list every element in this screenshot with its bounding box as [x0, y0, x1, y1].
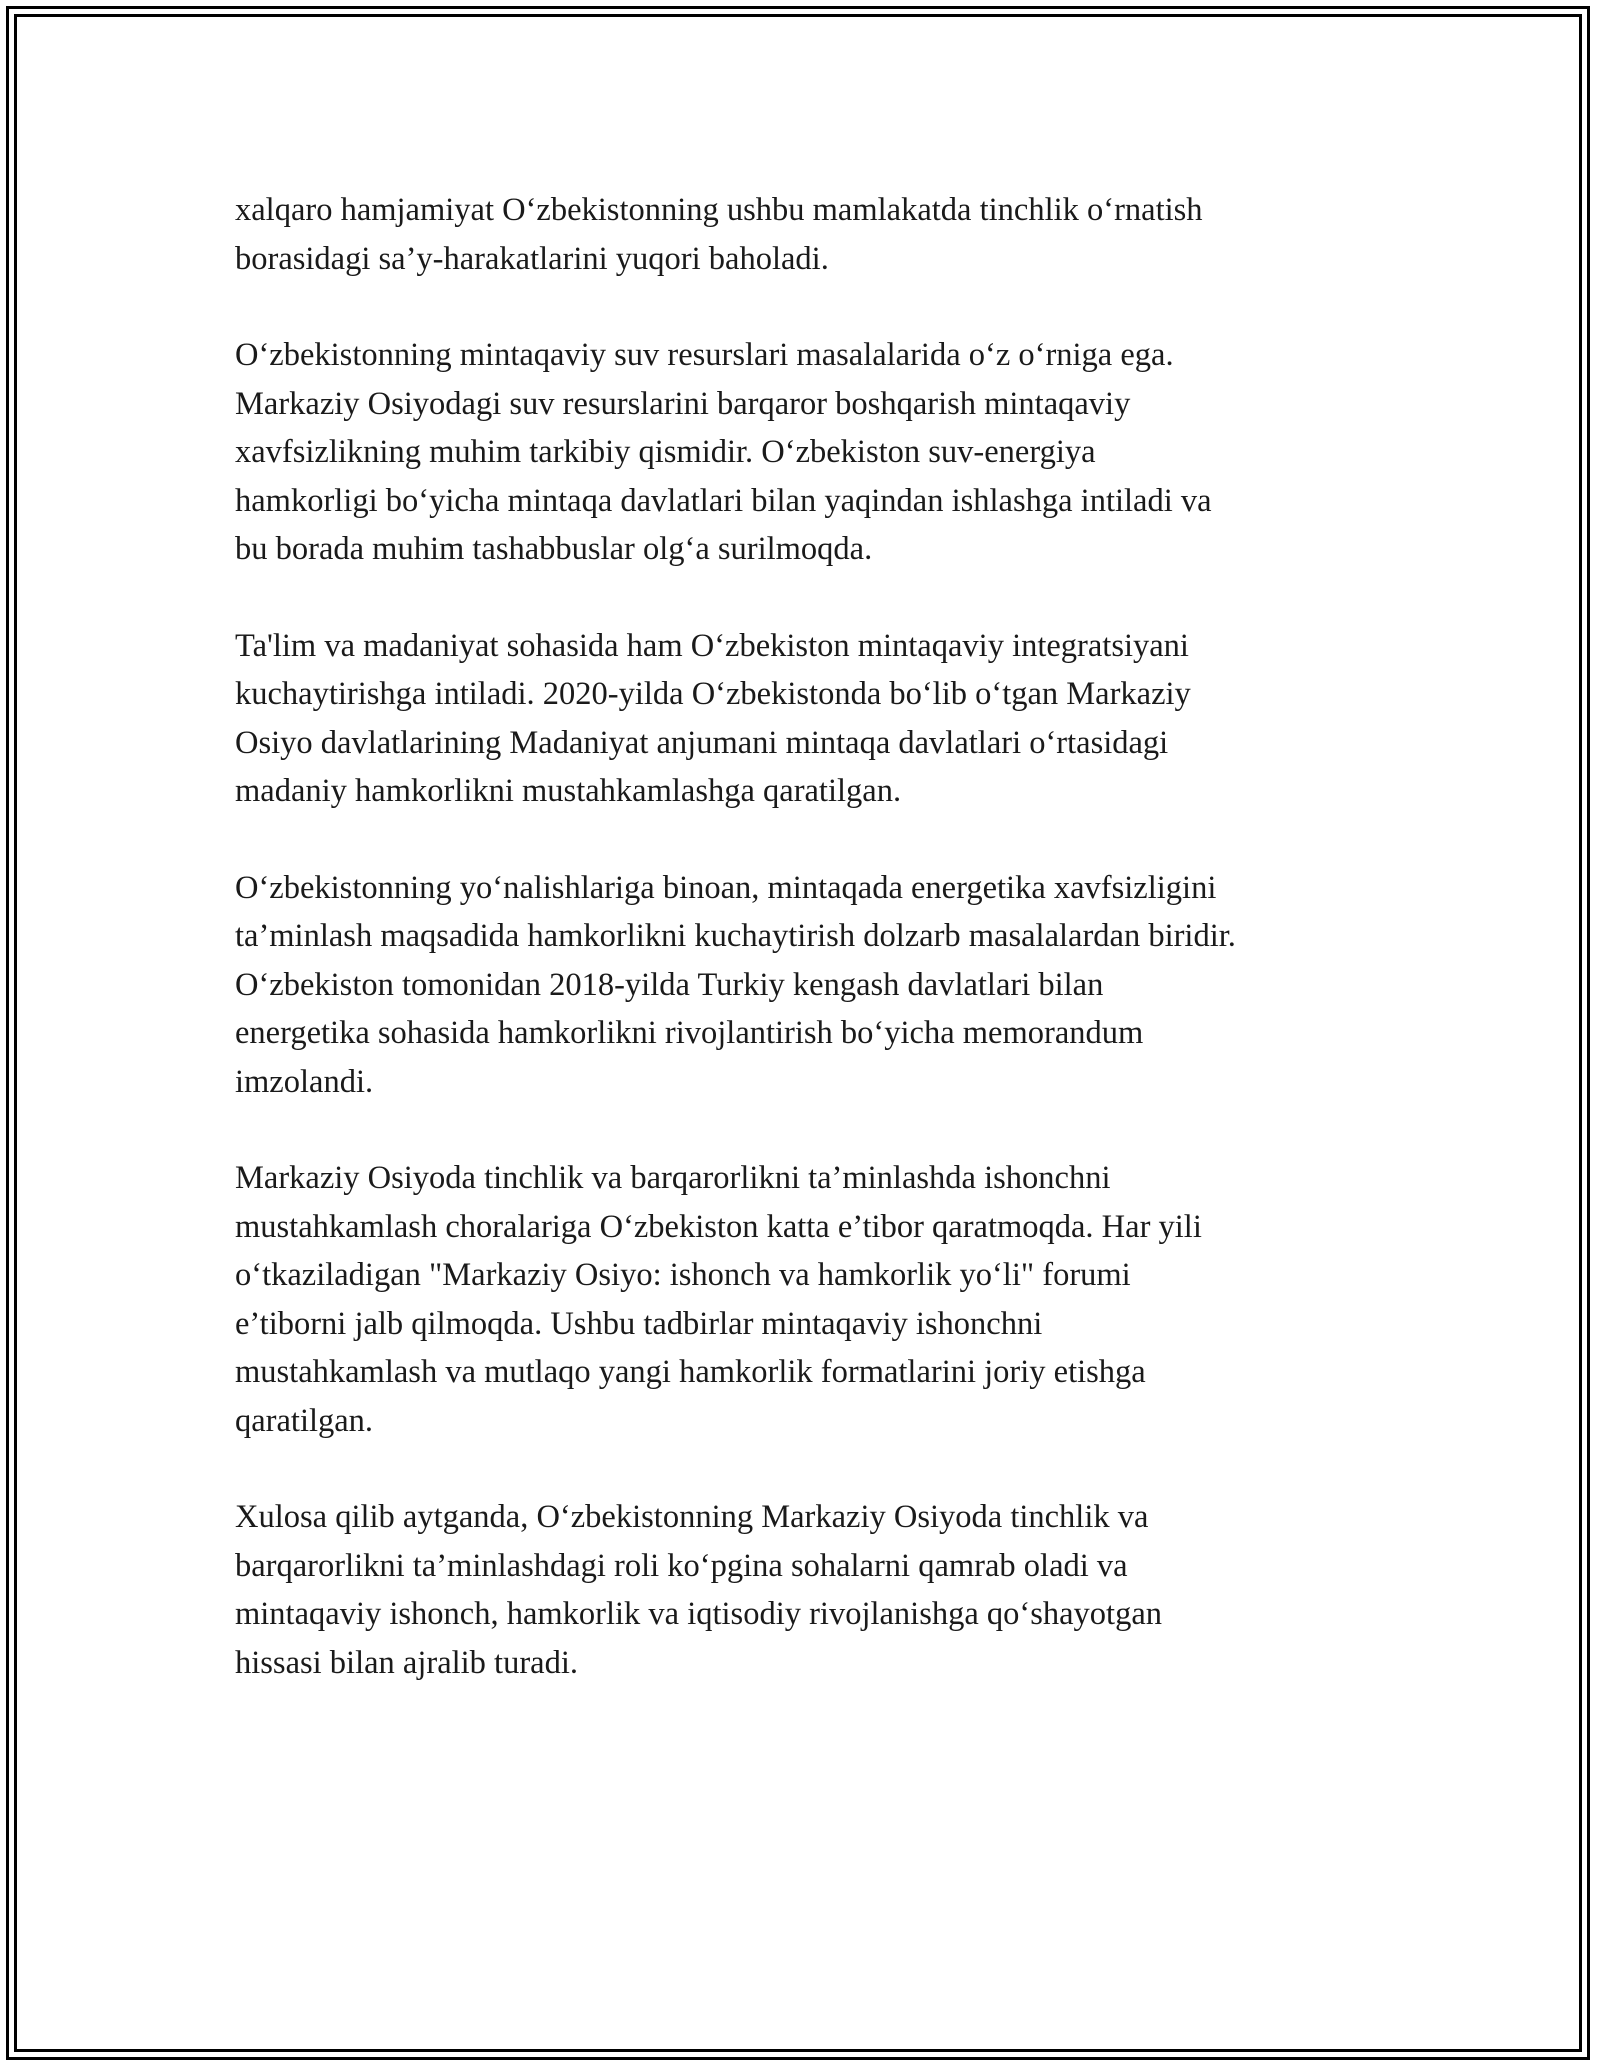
paragraph-6: [235, 1493, 1385, 1687]
text-line: xalqaro hamjamiyat O‘zbekistonning ushbu mamlakatda tinchlik o‘rnatish: [235, 192, 1203, 228]
paragraph-3: [235, 622, 1385, 816]
text-line: bu borada muhim tashabbuslar olg‘a surilmoqda.: [235, 531, 873, 567]
document-body: [235, 186, 1385, 1735]
text-line: Ta'lim va madaniyat sohasida ham O‘zbekiston mintaqaviy integratsiyani: [235, 627, 1189, 664]
paragraph-5: [235, 1154, 1385, 1445]
text-line: barqarorlikni ta’minlashdagi roli ko‘pgina sohalarni qamrab oladi va: [235, 1547, 1128, 1584]
text-line: hamkorligi bo‘yicha mintaqa davlatlari bilan yaqindan ishlashga intiladi va: [235, 482, 1212, 519]
text-line: o‘tkaziladigan "Markaziy Osiyo: ishonch va hamkorlik yo‘li" forumi: [235, 1257, 1131, 1293]
text-line: imzolandi.: [235, 1063, 374, 1100]
text-line: mustahkamlash choralariga O‘zbekiston katta e’tibor qaratmoqda. Har yili: [235, 1208, 1202, 1245]
text-line: e’tiborni jalb qilmoqda. Ushbu tadbirlar mintaqaviy ishonchni: [235, 1305, 1043, 1342]
text-line: O‘zbekiston tomonidan 2018-yilda Turkiy kengash davlatlari bilan: [235, 966, 1104, 1003]
text-line: Markaziy Osiyodagi suv resurslarini barqaror boshqarish mintaqaviy: [235, 385, 1131, 422]
text-line: hissasi bilan ajralib turadi.: [235, 1644, 578, 1681]
paragraph-1: [235, 186, 1385, 283]
text-line: xavfsizlikning muhim tarkibiy qismidir. O‘zbekiston suv-energiya: [235, 434, 1096, 470]
text-line: kuchaytirishga intiladi. 2020-yilda O‘zbekistonda bo‘lib o‘tgan Markaziy: [235, 676, 1191, 712]
text-line: Xulosa qilib aytganda, O‘zbekistonning Markaziy Osiyoda tinchlik va: [235, 1499, 1149, 1535]
text-line: mintaqaviy ishonch, hamkorlik va iqtisodiy rivojlanishga qo‘shayotgan: [235, 1596, 1163, 1632]
text-line: borasidagi sa’y-harakatlarini yuqori baholadi.: [235, 240, 829, 277]
text-line: Osiyo davlatlarining Madaniyat anjumani mintaqa davlatlari o‘rtasidagi: [235, 724, 1169, 761]
text-line: Markaziy Osiyoda tinchlik va barqarorlikni ta’minlashda ishonchni: [235, 1160, 1111, 1196]
text-line: ta’minlash maqsadida hamkorlikni kuchaytirish dolzarb masalalardan biridir.: [235, 918, 1236, 954]
text-line: energetika sohasida hamkorlikni rivojlantirish bo‘yicha memorandum: [235, 1015, 1144, 1051]
text-line: madaniy hamkorlikni mustahkamlashga qaratilgan.: [235, 773, 902, 809]
text-line: mustahkamlash va mutlaqo yangi hamkorlik formatlarini joriy etishga: [235, 1354, 1146, 1390]
text-line: O‘zbekistonning yo‘nalishlariga binoan, mintaqada energetika xavfsizligini: [235, 869, 1217, 906]
paragraph-2: [235, 331, 1385, 574]
text-line: qaratilgan.: [235, 1402, 374, 1439]
paragraph-4: [235, 864, 1385, 1107]
text-line: O‘zbekistonning mintaqaviy suv resurslari masalalarida o‘z o‘rniga ega.: [235, 337, 1174, 373]
